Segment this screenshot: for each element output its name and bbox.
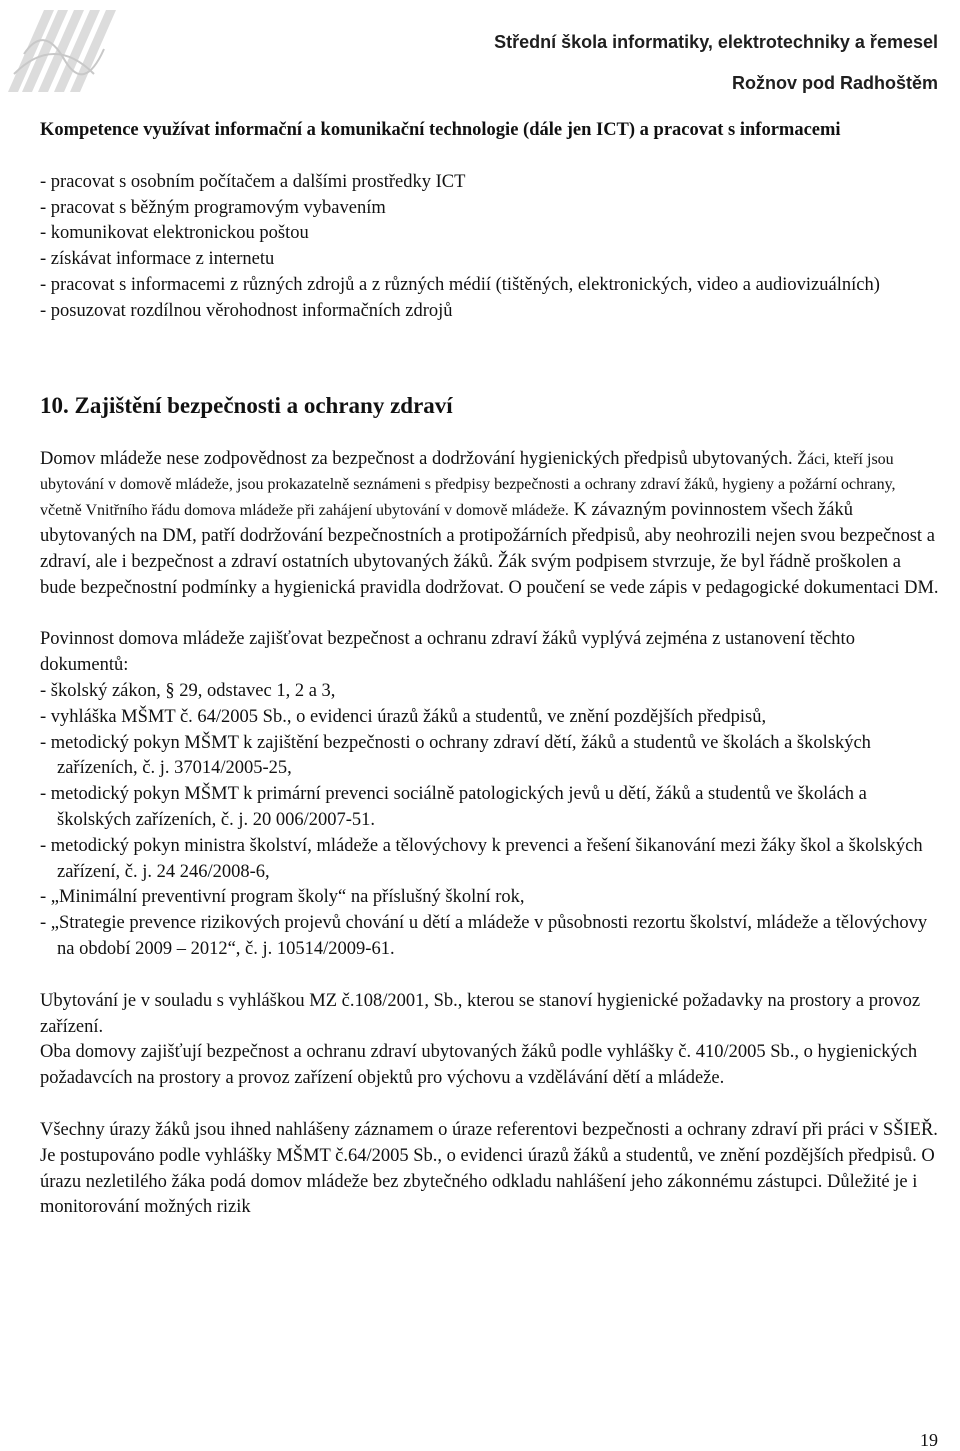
list-item: - metodický pokyn ministra školství, mládeže a tělovýchovy k prevenci a řešení šikanování mezi žáky škol a školských zařízení, č. j. 24 246/2008-6, [40, 835, 923, 882]
documents-list [40, 679, 940, 963]
paragraph-hygiene: Oba domovy zajišťují bezpečnost a ochranu zdraví ubytovaných žáků podle vyhlášky č. 410/2005 Sb., o hygienických požadavcích na prostory a provoz zařízení objektů pro výchovu a vzdělávání dětí a mládeže. [40, 1042, 918, 1089]
paragraph-injuries: Všechny úrazy žáků jsou ihned nahlášeny záznamem o úraze referentovi bezpečnosti a ochrany zdraví při práci v SŠIEŘ. Je postupováno podle vyhlášky MŠMT č.64/2005 Sb., o evidenci úrazů žáků a studentů, ve znění pozdějších předpisů. O úrazu nezletilého žáka podá domov mládeže bez zbytečného odkladu nahlášení jeho zákonnému zástupci. Důležité je i monitorování možných rizik [40, 1119, 938, 1218]
section-heading: 10. Zajištění bezpečnosti a ochrany zdraví [40, 392, 453, 418]
paragraph-responsibility [40, 447, 940, 602]
responsibility-text: Domov mládeže nese zodpovědnost za bezpečnost a dodržování hygienických předpisů ubytovaných. [40, 448, 793, 469]
duties-text: K závazným povinnostem všech žáků ubytovaných na DM, patří dodržování bezpečnostních a protipožárních předpisů, aby neohrozili nejen svou bezpečnost a zdraví, ale i bezpečnost a zdraví ostatních ubytovaných žáků. Žák svým podpisem stvrzuje, že byl řádně proškolen a bude bezpečnostní podmínky a hygienická pravidla dodržovat. O poučení se vede zápis v pedagogické dokumentaci DM. [40, 500, 939, 598]
list-item: - metodický pokyn MŠMT k zajištění bezpečnosti o ochrany zdraví dětí, žáků a studentů ve školách a školských zařízeních, č. j. 37014/2005-25, [40, 732, 871, 779]
list-item: - vyhláška MŠMT č. 64/2005 Sb., o evidenci úrazů žáků a studentů, ve znění pozdějších předpisů, [40, 706, 767, 727]
list-item: - „Strategie prevence rizikových projevů chování u dětí a mládeže v působnosti rezortu školství, mládeže a tělovýchovy na období 2009 – 2012“, č. j. 10514/2009-61. [40, 913, 928, 959]
list-item: - získávat informace z internetu [40, 249, 275, 270]
list-item: - pracovat s osobním počítačem a dalšími prostředky ICT [40, 171, 466, 192]
school-city: Rožnov pod Radhoštěm [732, 73, 938, 93]
page-number: 19 [920, 1430, 938, 1450]
paragraph-obligation: Povinnost domova mládeže zajišťovat bezpečnost a ochranu zdraví žáků vyplývá zejména z ustanovení těchto dokumentů: [40, 629, 855, 676]
list-item: - školský zákon, § 29, odstavec 1, 2 a 3, [40, 680, 336, 701]
competence-list [40, 170, 940, 325]
paragraph-accommodation: Ubytování je v souladu s vyhláškou MZ č.108/2001, Sb., kterou se stanoví hygienické požadavky na prostory a provoz zařízení. [40, 990, 921, 1037]
list-item: - komunikovat elektronickou poštou [40, 223, 309, 244]
school-logo [4, 4, 154, 104]
document-body [40, 118, 940, 1221]
school-name: Střední škola informatiky, elektrotechniky a řemesel [494, 32, 938, 52]
competence-heading: Kompetence využívat informační a komunikační technologie (dále jen ICT) a pracovat s informacemi [40, 120, 841, 140]
list-item: - pracovat s informacemi z různých zdrojů a z různých médií (tištěných, elektronických, video a audiovizuálních) [40, 274, 880, 295]
list-item: - „Minimální preventivní program školy“ na příslušný školní rok, [40, 887, 525, 908]
familiarization-text: Žáci, kteří jsou ubytování v domově mládeže, jsou prokazatelně seznámeni s předpisy bezpečnosti a ochrany zdraví žáků, hygieny a požární ochrany, včetně Vnitřního řádu domova mládeže při zahájení ubytování v domově mládeže. [40, 450, 896, 520]
list-item: - pracovat s běžným programovým vybavením [40, 197, 386, 218]
list-item: - posuzovat rozdílnou věrohodnost informačních zdrojů [40, 300, 453, 321]
list-item: - metodický pokyn MŠMT k primární prevenci sociálně patologických jevů u dětí, žáků a studentů ve školách a školských zařízeních, č. j. 20 006/2007-51. [40, 784, 867, 830]
